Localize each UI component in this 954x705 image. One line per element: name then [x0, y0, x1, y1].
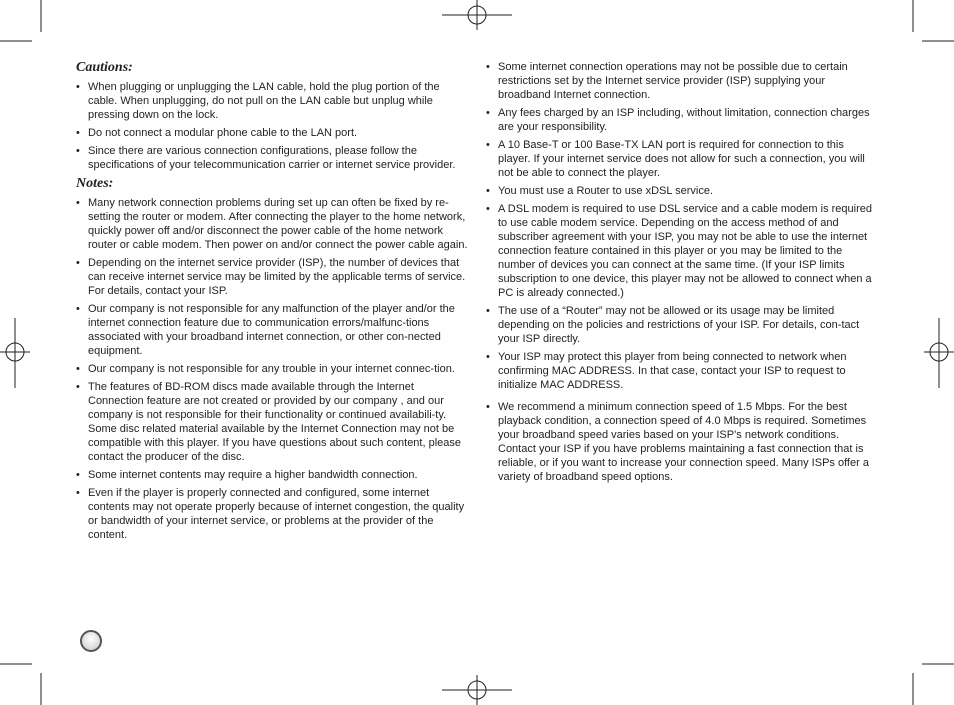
list-item [486, 60, 878, 102]
bullet-icon: • [486, 351, 490, 363]
bullet-icon: • [486, 305, 490, 317]
note-text: A DSL modem is required to use DSL service and a cable modem is required to use cable modem service. Depending on the access method of and subscriber agreement with your ISP, you may not be able to use the internet connection feature contained in this player or you may be limited to the number of devices you can connect at the same time. (If your ISP limits subscription to one device, this player may not be allowed to connect when a PC is already connected.) [498, 203, 872, 299]
caution-text: Since there are various connection configurations, please follow the specifications of your telecommunication carrier or internet service provider. [88, 145, 456, 171]
note-text: Our company is not responsible for any trouble in your internet connec-tion. [88, 363, 455, 375]
left-column [76, 60, 468, 546]
list-item [76, 126, 468, 140]
list-item [76, 380, 468, 464]
note-text: You must use a Router to use xDSL service. [498, 185, 714, 197]
notes-list [76, 196, 468, 542]
bullet-icon: • [486, 139, 490, 151]
bullet-icon: • [76, 127, 80, 139]
list-item [486, 350, 878, 392]
registration-mark-bottom-icon [442, 675, 512, 705]
list-item [486, 106, 878, 134]
bullet-icon: • [76, 381, 80, 393]
list-item [486, 400, 878, 484]
note-text: The features of BD-ROM discs made available through the Internet Connection feature are not created or provided by our company , and our company is not responsible for their functionality or continued availabili-ty. Some disc related material available by the Internet Connection may not be compatible with this player. If you have questions about such content, please contact the producer of the disc. [88, 381, 462, 463]
list-item [76, 144, 468, 172]
bullet-icon: • [486, 185, 490, 197]
cautions-list [76, 80, 468, 172]
bullet-icon: • [76, 145, 80, 157]
bullet-icon: • [486, 107, 490, 119]
bullet-icon: • [486, 401, 490, 413]
bullet-icon: • [76, 363, 80, 375]
registration-mark-right-icon [924, 318, 954, 388]
list-item [76, 362, 468, 376]
bullet-icon: • [76, 197, 80, 209]
page-marker-icon [80, 630, 102, 652]
right-column [486, 60, 878, 488]
bullet-icon: • [76, 257, 80, 269]
registration-mark-left-icon [0, 318, 30, 388]
list-item [76, 256, 468, 298]
list-item [486, 304, 878, 346]
list-item [76, 302, 468, 358]
list-item [76, 468, 468, 482]
list-item [486, 138, 878, 180]
note-text: Many network connection problems during set up can often be fixed by re-setting the router or modem. After connecting the player to the home network, quickly power off and/or disconnect the power cable of the home network router or cable modem. Then power on and/or connect the power cable again. [88, 197, 468, 251]
bullet-icon: • [486, 61, 490, 73]
list-item [486, 184, 878, 198]
note-text: Some internet connection operations may not be possible due to certain restrictions set by the Internet service provider (ISP) supplying your broadband Internet connection. [498, 61, 848, 101]
caution-text: Do not connect a modular phone cable to the LAN port. [88, 127, 358, 139]
note-text: We recommend a minimum connection speed of 1.5 Mbps. For the best playback condition, a connection speed of 4.0 Mbps is required. Sometimes your broadband speed varies based on your ISP’s network conditions. Contact your ISP if you have problems maintaining a fast connection that is reliable, or if you want to increase your connection speed. Many ISPs offer a variety of broadband speed options. [498, 401, 869, 483]
note-text: Even if the player is properly connected and configured, some internet contents may not operate properly because of internet congestion, the quality or bandwidth of your internet service, or problems at the provider of the content. [88, 487, 465, 541]
list-item [76, 80, 468, 122]
cautions-heading: Cautions: [76, 60, 133, 75]
notes-heading: Notes: [76, 176, 114, 191]
list-item [76, 196, 468, 252]
bullet-icon: • [76, 469, 80, 481]
caution-text: When plugging or unplugging the LAN cable, hold the plug portion of the cable. When unplugging, do not pull on the LAN cable but unplug while pressing down on the lock. [88, 81, 440, 121]
note-text: Depending on the internet service provider (ISP), the number of devices that can receive internet service may be limited by the applicable terms of service. For details, contact your ISP. [88, 257, 466, 297]
list-item [76, 486, 468, 542]
note-text: The use of a “Router” may not be allowed or its usage may be limited depending on the policies and restrictions of your ISP. For details, con-tact your ISP directly. [498, 305, 860, 345]
registration-mark-top-icon [442, 0, 512, 30]
bullet-icon: • [76, 487, 80, 499]
note-text: Some internet contents may require a higher bandwidth connection. [88, 469, 418, 481]
note-text: Any fees charged by an ISP including, without limitation, connection charges are your responsibility. [498, 107, 870, 133]
list-item [486, 202, 878, 300]
bullet-icon: • [76, 81, 80, 93]
notes-continued-list [486, 60, 878, 484]
note-text: Our company is not responsible for any malfunction of the player and/or the internet connection feature due to communication errors/malfunc-tions associated with your broadband internet connection, or other con-nected equipment. [88, 303, 455, 357]
note-text: A 10 Base-T or 100 Base-TX LAN port is required for connection to this player. If your internet service does not allow for such a connection, you will not be able to connect the player. [498, 139, 865, 179]
note-text: Your ISP may protect this player from being connected to network when confirming MAC ADDRESS. In that case, contact your ISP to request to initialize MAC ADDRESS. [498, 351, 847, 391]
bullet-icon: • [486, 203, 490, 215]
bullet-icon: • [76, 303, 80, 315]
